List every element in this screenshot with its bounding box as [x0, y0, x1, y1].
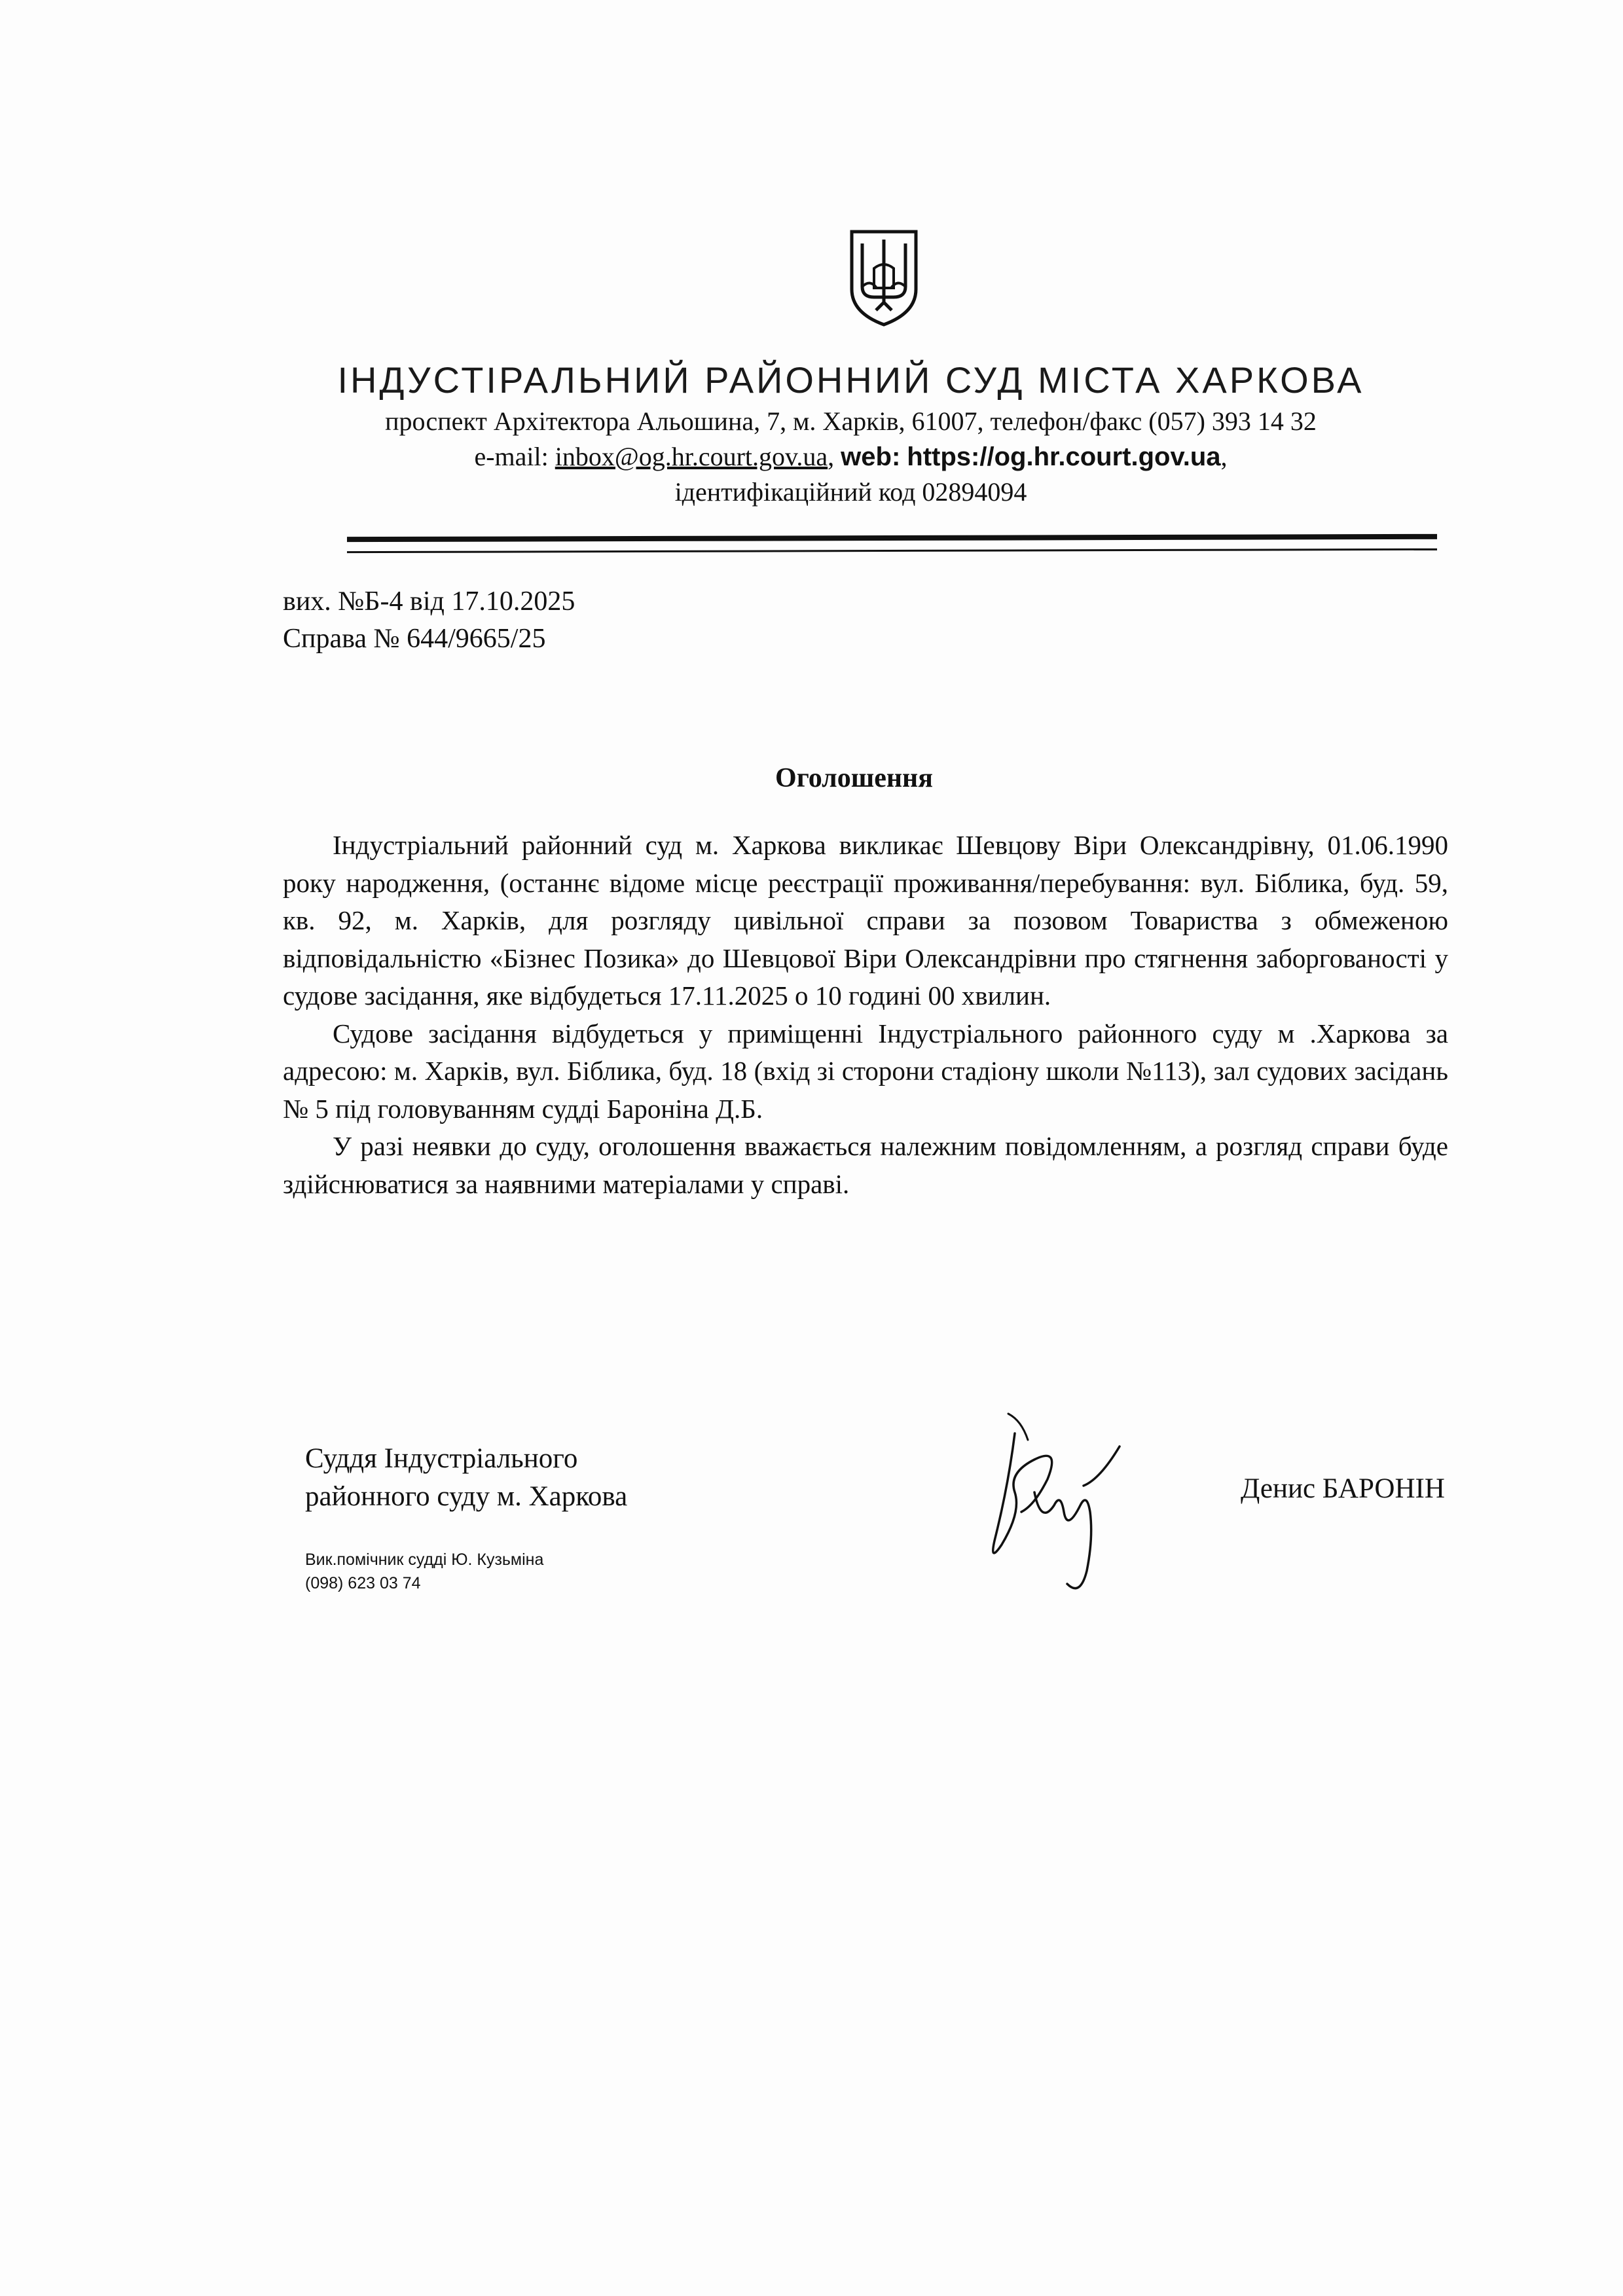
judge-title-line: Суддя Індустріального — [305, 1443, 578, 1474]
comma-separator: , — [828, 442, 841, 471]
assistant-contact — [305, 1548, 543, 1595]
case-number: Справа № 644/9665/25 — [283, 624, 546, 654]
body-paragraph: У разі неявки до суду, оголошення вважається належним повідомленням, а розгляд справи буде здійснюватися за наявними матеріалами у справі. — [283, 1131, 1448, 1199]
trident-icon — [848, 229, 920, 327]
court-name: ІНДУСТІРАЛЬНИЙ РАЙОННИЙ СУД МІСТА ХАРКОВА — [337, 359, 1364, 401]
handwritten-signature — [969, 1407, 1139, 1604]
court-contacts — [0, 441, 1623, 472]
web-link[interactable]: https://og.hr.court.gov.ua — [907, 442, 1221, 471]
judge-title — [305, 1440, 627, 1516]
header-divider-thin — [347, 548, 1437, 553]
header-divider-thick — [347, 534, 1437, 542]
email-label: e-mail: — [474, 442, 549, 471]
judge-title-line: районного суду м. Харкова — [305, 1481, 628, 1512]
assistant-phone: (098) 623 03 74 — [305, 1574, 421, 1592]
email-link[interactable]: inbox@og.hr.court.gov.ua — [555, 442, 828, 471]
judge-name: Денис БАРОНІН — [1241, 1473, 1445, 1504]
comma-separator: , — [1220, 442, 1228, 471]
announcement-title: Оголошення — [775, 763, 933, 793]
id-code: ідентифікаційний код 02894094 — [674, 477, 1027, 507]
outgoing-number: вих. №Б-4 від 17.10.2025 — [283, 586, 575, 617]
body-paragraph: Індустріальний районний суд м. Харкова викликає Шевцову Віри Олександрівну, 01.06.1990 року народження, (останнє відоме місце реєстрації проживання/перебування: вул. Біблика, буд. 59, кв. 92, м. Харків, для розгляду цивільної справи за позовом Товариства з обмеженою відповідальністю «Бізнес Позика» до Шевцової Віри Олександрівни про стягнення заборгованості у судове засідання, яке відбудеться 17.11.2025 о 10 годині 00 хвилин. — [283, 830, 1448, 1011]
announcement-body — [283, 827, 1448, 1203]
body-paragraph: Судове засідання відбудеться у приміщенні Індустріального районного суду м .Харкова за адресою: м. Харків, вул. Біблика, буд. 18 (вхід зі сторони стадіону школи №113), зал судових засідань № 5 під головуванням судді Бароніна Д.Б. — [283, 1018, 1448, 1124]
assistant-name: Вик.помічник судді Ю. Кузьміна — [305, 1551, 544, 1569]
web-label: web: — [841, 442, 901, 471]
court-address: проспект Архітектора Альошина, 7, м. Харків, 61007, телефон/факс (057) 393 14 32 — [385, 406, 1317, 436]
